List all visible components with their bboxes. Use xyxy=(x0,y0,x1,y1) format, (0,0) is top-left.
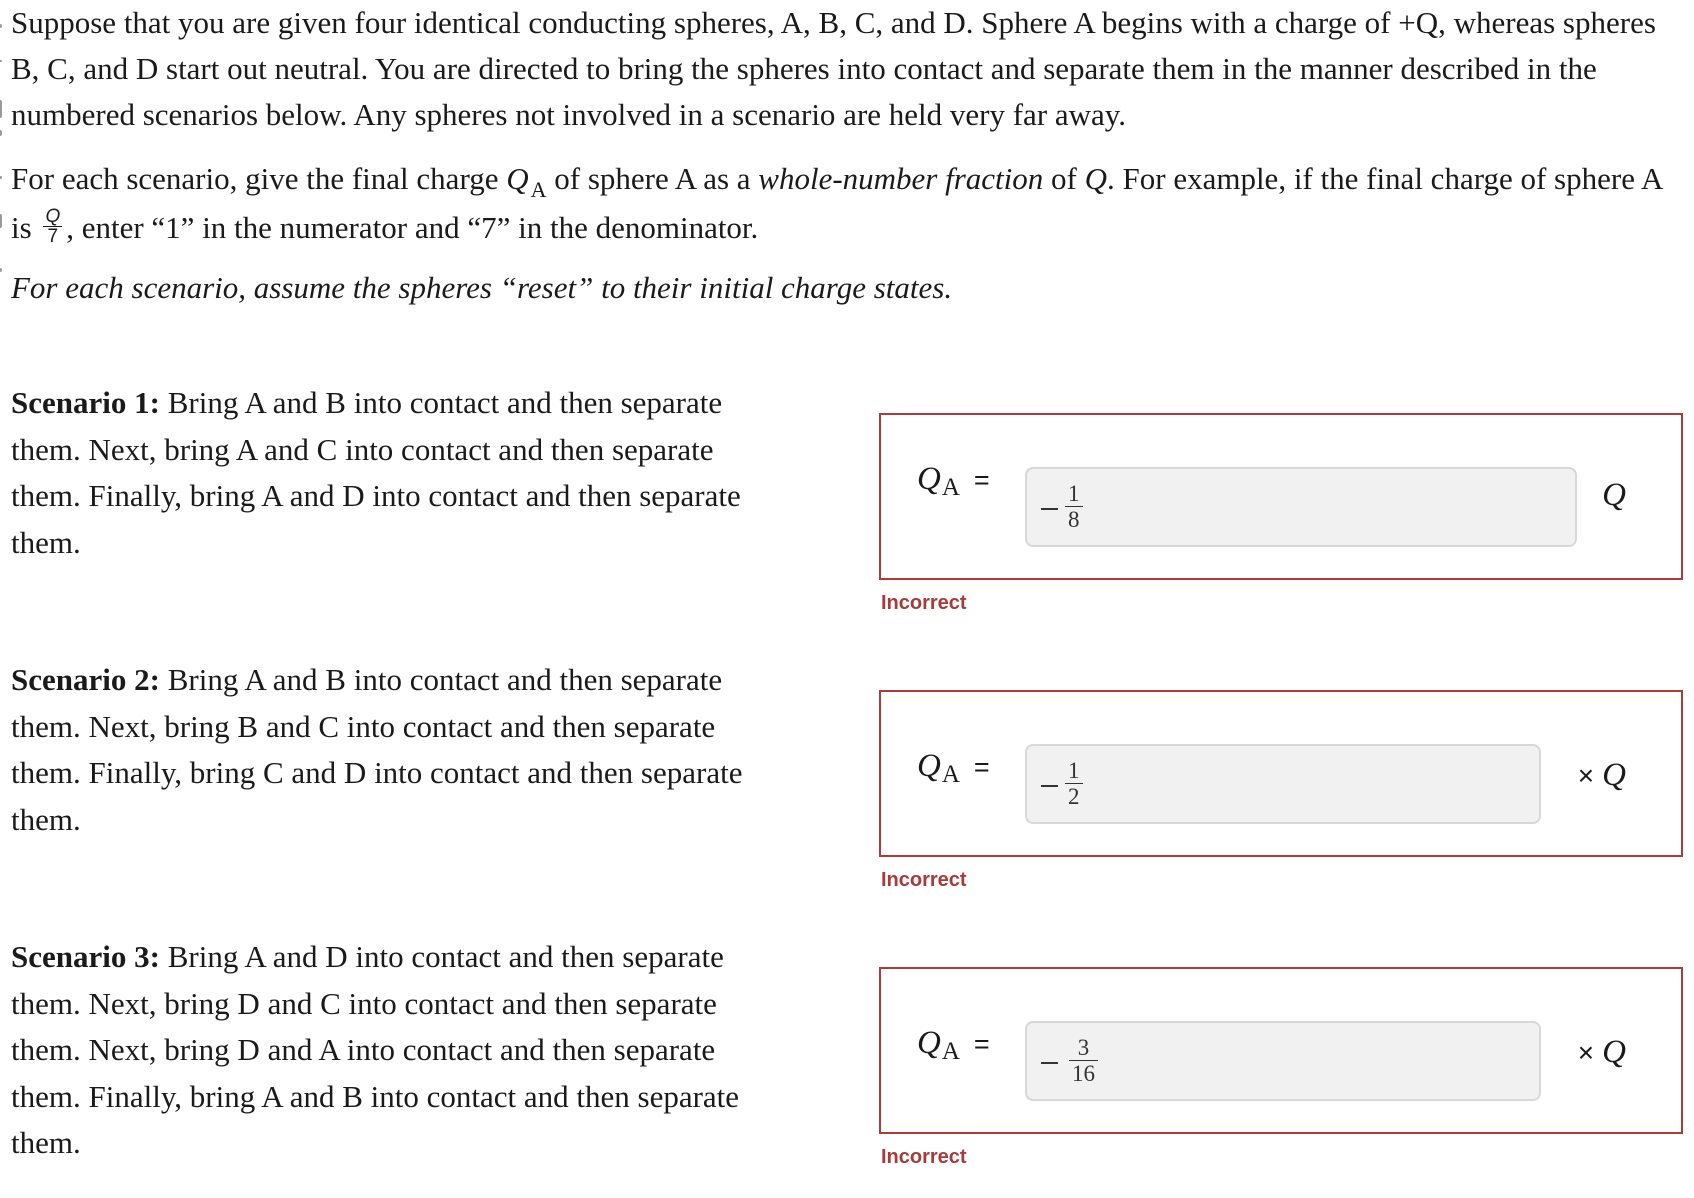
left-edge-watermark xyxy=(0,0,6,290)
scenario-3-title: Scenario 3: xyxy=(11,939,160,974)
scenario-2-description xyxy=(11,657,771,843)
intro-q-symbol: $Q_A$ xyxy=(506,161,547,202)
scenario-3-denominator[interactable]: 16 xyxy=(1072,1061,1095,1086)
scenario-2-answer-box xyxy=(879,690,1683,857)
scenario-2-fraction xyxy=(1065,758,1083,809)
intro-p2-text-e: , enter “1” in the numerator and “7” in the denominator. xyxy=(66,210,759,245)
scenario-2-numerator[interactable]: 1 xyxy=(1065,758,1083,784)
scenario-1-answer-box xyxy=(879,413,1683,580)
intro-p2-text-d: . For example, if the final charge of sphere A is xyxy=(11,161,1662,245)
scenario-1-fraction xyxy=(1065,481,1083,532)
scenario-1-title: Scenario 1: xyxy=(11,385,160,420)
intro-paragraph-1: Suppose that you are given four identical conducting spheres, A, B, C, and D. Sphere A begins with a charge of +Q, whereas spheres B, C, and D start out neutral. You are directed to bring the spheres into contact and separate them in the manner described in the numbered scenarios below. Any spheres not involved in a scenario are held very far away. xyxy=(11,5,1656,132)
scenario-3-qa-label: QA = xyxy=(917,1025,990,1065)
scenario-1-unit: Q xyxy=(1602,477,1626,513)
scenario-1-numerator[interactable]: 1 xyxy=(1065,481,1083,507)
scenario-3-numerator[interactable]: 3 xyxy=(1069,1035,1098,1061)
scenario-2-qa-label: QA = xyxy=(917,748,990,788)
scenario-2-answer-input[interactable] xyxy=(1025,744,1541,824)
scenario-1-qa-label: QA = xyxy=(917,461,990,501)
scenario-2-unit: × Q xyxy=(1577,757,1626,793)
intro-paragraph-2 xyxy=(11,156,1671,251)
scenario-1-text: Bring A and B into contact and then separate them. Next, bring A and C into contact and then separate them. Finally, bring A and D into contact and then separate them. xyxy=(11,385,741,560)
scenario-3-fraction xyxy=(1069,1035,1098,1086)
problem-intro xyxy=(11,0,1671,311)
scenario-3-minus-sign xyxy=(1041,1062,1058,1064)
scenario-1-status: Incorrect xyxy=(881,592,967,614)
scenario-3-unit: × Q xyxy=(1577,1034,1626,1070)
scenario-2-denominator[interactable]: 2 xyxy=(1068,784,1080,809)
scenario-3-text: Bring A and D into contact and then separate them. Next, bring D and C into contact and then separate them. Next, bring D and A into contact and then separate them. Finally, bring A and B into contact and then separate them. xyxy=(11,939,740,1160)
scenario-3-status: Incorrect xyxy=(881,1146,967,1168)
intro-emphasis: whole-number fraction xyxy=(758,161,1044,196)
scenario-1-denominator[interactable]: 8 xyxy=(1068,507,1080,532)
scenario-1-answer-input[interactable] xyxy=(1025,467,1577,547)
scenario-2-text: Bring A and B into contact and then separate them. Next, bring B and C into contact and then separate them. Finally, bring C and D into contact and then separate them. xyxy=(11,662,743,837)
scenario-2-title: Scenario 2: xyxy=(11,662,160,697)
example-fraction: $\frac{Q}{7}$ xyxy=(45,206,61,248)
intro-q-symbol-2: Q xyxy=(1084,161,1107,196)
scenario-2-minus-sign xyxy=(1041,785,1058,787)
intro-p2-text-b: of sphere A as a xyxy=(546,161,759,196)
scenario-3-answer-box xyxy=(879,967,1683,1134)
intro-p2-text-c: of xyxy=(1043,161,1085,196)
scenario-1-minus-sign xyxy=(1041,508,1058,510)
scenario-3-answer-input[interactable] xyxy=(1025,1021,1541,1101)
intro-p2-text-a: For each scenario, give the final charge xyxy=(11,161,507,196)
scenario-1-description xyxy=(11,380,771,566)
scenario-3-description xyxy=(11,934,771,1167)
scenario-2-status: Incorrect xyxy=(881,869,967,891)
intro-reset-note: For each scenario, assume the spheres “reset” to their initial charge states. xyxy=(11,270,953,305)
